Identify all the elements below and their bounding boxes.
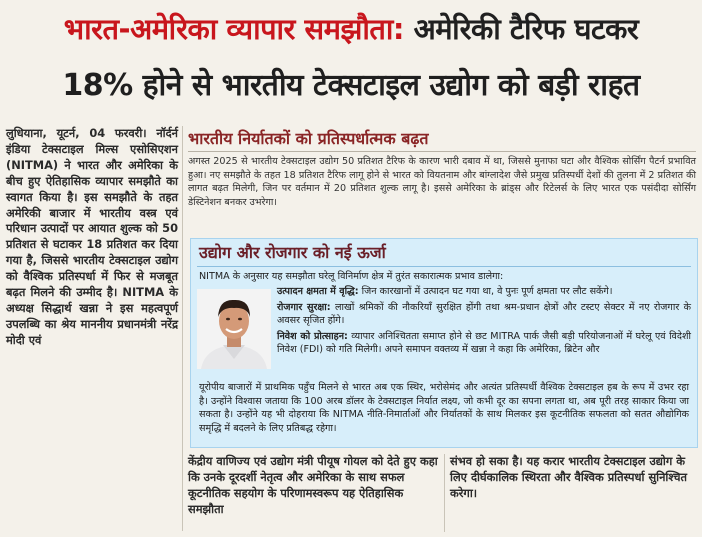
item-label: रोजगार सुरक्षा: — [277, 301, 331, 313]
headline-red-text: भारत-अमेरिका व्यापार समझौता: — [63, 12, 405, 46]
left-column-text: लुधियाना, यूटर्न, 04 फरवरी। नॉर्दर्न इंडिया टेक्सटाइल मिल्स एसोसिएशन (NITMA) ने भारत और अमेरिका के बीच हुए ऐतिहासिक व्यापार समझौते का स्वागत किया है। इस समझौते के तहत अमेरिकी बाजार में भारतीय वस्त्र एवं परिधान उत्पादों पर आयात शुल्क को 50 प्रतिशत से घटाकर 18 प्रतिशत कर दिया गया है, जिससे भारतीय टेक्सटाइल उद्योग को वैश्विक प्रतिस्पर्धा में फिर से मजबूत बढ़त मिलने की उम्मीद है। NITMA के अध्यक्ष सिद्धार्थ खन्ना ने इस महत्वपूर्ण उपलब्धि का श्रेय माननीय प्रधानमंत्री नरेंद्र मोदी एवं — [6, 126, 178, 347]
headline — [0, 0, 702, 118]
item-label: उत्पादन क्षमता में वृद्धि: — [277, 286, 359, 297]
person-photo — [197, 289, 271, 369]
column-divider — [182, 126, 183, 531]
section-exporters-body: अगस्त 2025 से भारतीय टेक्सटाइल उद्योग 50 प्रतिशत टैरिफ के कारण भारी दबाव में था, जिससे मुनाफा घटा और वैश्विक सोर्सिंग पैटर्न प्रभावित हुआ। नए समझौते के तहत 18 प्रतिशत टैरिफ लागू होने से भारत को वियतनाम और बांग्लादेश जैसे प्रमुख प्रतिस्पर्धी देशों की तुलना में 2 प्रतिशत की लागत बढ़त मिलेगी, जिन पर वर्तमान में 20 प्रतिशत शुल्क लागू है। इससे अमेरिका के ब्रांड्स और रिटेलर्स के लिए भारत एक पसंदीदा सोर्सिंग डेस्टिनेशन बनकर उभरेगा। — [188, 156, 696, 208]
item-text: व्यापार अनिश्चितता समाप्त होने से छट MITRA पार्क जैसी बड़ी परियोजनाओं में घरेलू एवं विदेशी निवेश (FDI) को गति मिलेगी। अपने समापन वक्तव्य में खन्ना ने कहा कि अमेरिका, ब्रिटेन और — [277, 330, 691, 355]
headline-line-2: 18% होने से भारतीय टेक्सटाइल उद्योग को बड़ी राहत — [62, 68, 640, 103]
section-exporters — [188, 128, 696, 209]
box-bottom-text: यूरोपीय बाजारों में प्राथमिक पहुँच मिलने से भारत अब एक स्थिर, भरोसेमंद और अत्यंत प्रतिस्पर्धी वैश्विक टेक्सटाइल हब के रूप में उभर रहा है। उन्होंने विश्वास जताया कि 100 अरब डॉलर के टेक्सटाइल निर्यात लक्ष्य, जो कभी दूर का सपना लगता था, अब पूरी तरह साकार किया जा सकता है। उन्होंने यह भी दोहराया कि NITMA नीति-निमार्ताओं और निर्यातकों के साथ मिलकर इस कूटनीतिक सफलता को सतत औद्योगिक समृद्धि में बदलने के लिए प्रतिबद्ध रहेगा। — [199, 382, 689, 434]
bottom-column-2: संभव हो सका है। यह करार भारतीय टेक्सटाइल उद्योग के लिए दीर्घकालिक स्थिरता और वैश्विक प्रतिस्पर्धा सुनिश्चित करेगा। — [450, 454, 687, 500]
box-item — [277, 330, 691, 357]
box-items — [277, 285, 691, 359]
box-rule — [197, 266, 691, 267]
item-text: लाखों श्रमिकों की नौकरियाँ सुरक्षित होंगी तथा श्रम-प्रधान क्षेत्रों और टस्टए सेक्टर में नए रोजगार के अवसर सृजित होंगे। — [277, 301, 691, 326]
section-rule — [188, 151, 696, 152]
item-label: निवेश को प्रोत्साहन: — [277, 330, 348, 342]
bottom-column-1: केंद्रीय वाणिज्य एवं उद्योग मंत्री पीयूष गोयल को देते हुए कहा कि उनके दूरदर्शी नेतृत्व और अमेरिका के साथ सफल कूटनीतिक सहयोग के परिणामस्वरूप यह ऐतिहासिक समझौता — [188, 454, 438, 516]
box-item — [277, 285, 691, 299]
industry-employment-box — [190, 238, 698, 448]
box-item — [277, 301, 691, 328]
item-text: जिन कारखानों में उत्पादन घट गया था, वे पुनः पूर्ण क्षमता पर लौट सकेंगे। — [358, 286, 613, 297]
headline-dark-text: अमेरिकी टैरिफ घटकर — [413, 12, 639, 46]
headline-line-1 — [0, 8, 702, 50]
box-title: उद्योग और रोजगार को नई ऊर्जा — [199, 243, 386, 262]
section-exporters-title: भारतीय निर्यातकों को प्रतिस्पर्धात्मक बढ़त — [188, 129, 429, 148]
box-intro: NITMA के अनुसार यह समझौता घरेलू विनिर्माण क्षेत्र में तुरंत सकारात्मक प्रभाव डालेगा: — [199, 271, 504, 282]
bottom-column-divider — [444, 454, 445, 532]
